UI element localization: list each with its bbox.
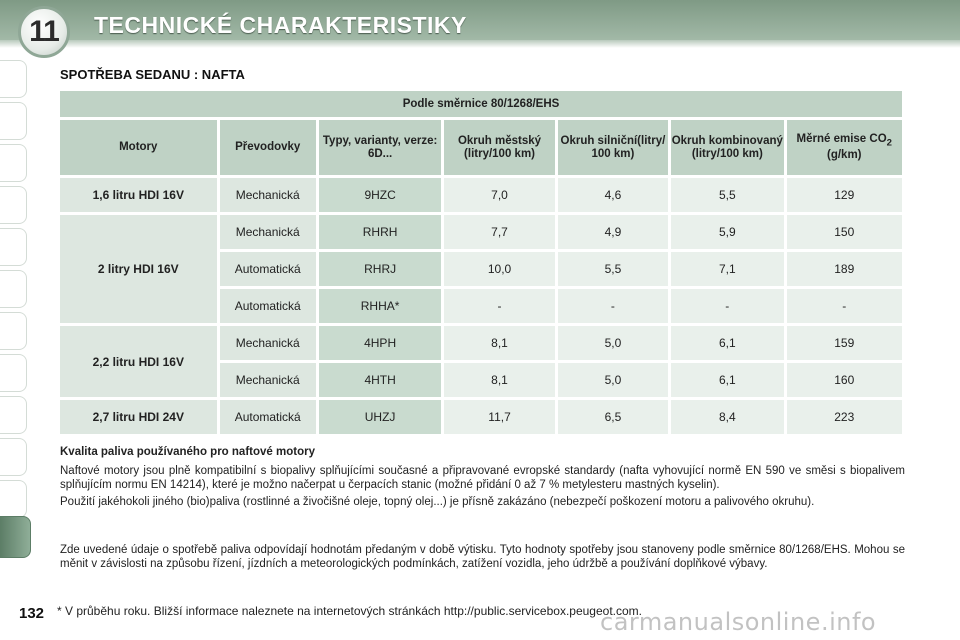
- gearbox-cell: Automatická: [220, 289, 316, 323]
- gearbox-cell: Mechanická: [220, 326, 316, 360]
- chapter-tab[interactable]: [0, 60, 27, 98]
- type-cell: UHZJ: [319, 400, 441, 434]
- chapter-tab[interactable]: [0, 186, 27, 224]
- combined-cell: 7,1: [671, 252, 783, 286]
- gearbox-cell: Automatická: [220, 400, 316, 434]
- column-header-gearbox: Převodovky: [220, 120, 316, 175]
- chapter-tab[interactable]: [0, 480, 27, 518]
- header-divider: [0, 40, 960, 48]
- fuel-quality-warning: Použití jakéhokoli jiného (bio)paliva (rostlinné a živočišné oleje, topný olej...) je přísně zakázáno (nebezpečí poškození motoru a palivového okruhu).: [60, 496, 815, 508]
- urban-cell: 7,7: [444, 215, 554, 249]
- combined-cell: 5,5: [671, 178, 783, 212]
- column-header-extra-urban: Okruh silniční(litry/ 100 km): [558, 120, 668, 175]
- extra-urban-cell: -: [558, 289, 668, 323]
- column-header-urban: Okruh městský (litry/100 km): [444, 120, 554, 175]
- chapter-tab[interactable]: [0, 438, 27, 476]
- gearbox-cell: Mechanická: [220, 363, 316, 397]
- extra-urban-cell: 6,5: [558, 400, 668, 434]
- type-cell: RHRJ: [319, 252, 441, 286]
- urban-cell: -: [444, 289, 554, 323]
- co2-cell: -: [787, 289, 903, 323]
- section-title: SPOTŘEBA SEDANU : NAFTA: [60, 67, 245, 82]
- co2-cell: 150: [787, 215, 903, 249]
- combined-cell: -: [671, 289, 783, 323]
- table-row: [60, 400, 902, 434]
- gearbox-cell: Automatická: [220, 252, 316, 286]
- co2-cell: 223: [787, 400, 903, 434]
- fuel-quality-section: [60, 445, 905, 509]
- type-cell: 9HZC: [319, 178, 441, 212]
- engine-cell: 1,6 litru HDI 16V: [60, 178, 217, 212]
- chapter-tab[interactable]: [0, 228, 27, 266]
- chapter-tab[interactable]: [0, 354, 27, 392]
- table-row: [60, 178, 902, 212]
- co2-cell: 160: [787, 363, 903, 397]
- chapter-title: TECHNICKÉ CHARAKTERISTIKY: [94, 12, 467, 38]
- column-header-combined: Okruh kombinovaný (litry/100 km): [671, 120, 783, 175]
- urban-cell: 8,1: [444, 363, 554, 397]
- type-cell: RHRH: [319, 215, 441, 249]
- consumption-table: [57, 88, 905, 437]
- chapter-tabs: [0, 60, 30, 620]
- chapter-tab[interactable]: [0, 144, 27, 182]
- footnote: * V průběhu roku. Bližší informace naleznete na internetových stránkách http://public.servicebox.peugeot.com.: [57, 604, 642, 618]
- combined-cell: 6,1: [671, 326, 783, 360]
- chapter-tab[interactable]: [0, 270, 27, 308]
- co2-cell: 159: [787, 326, 903, 360]
- co2-cell: 129: [787, 178, 903, 212]
- column-header-co2: [787, 120, 903, 175]
- engine-cell: 2,7 litru HDI 24V: [60, 400, 217, 434]
- table-row: [60, 215, 902, 249]
- extra-urban-cell: 5,0: [558, 363, 668, 397]
- column-header-type: Typy, varianty, verze: 6D...: [319, 120, 441, 175]
- chapter-number-badge: 11: [18, 6, 70, 58]
- combined-cell: 8,4: [671, 400, 783, 434]
- co2-label: Měrné emise CO: [796, 132, 887, 145]
- gearbox-cell: Mechanická: [220, 178, 316, 212]
- chapter-tab[interactable]: [0, 102, 27, 140]
- engine-cell: 2 litry HDI 16V: [60, 215, 217, 323]
- urban-cell: 10,0: [444, 252, 554, 286]
- page-number: 132: [19, 605, 45, 622]
- extra-urban-cell: 4,6: [558, 178, 668, 212]
- extra-urban-cell: 5,0: [558, 326, 668, 360]
- co2-subscript: 2: [886, 137, 892, 149]
- gearbox-cell: Mechanická: [220, 215, 316, 249]
- fuel-quality-paragraph: Naftové motory jsou plně kompatibilní s biopalivy splňujícími současné a připravované evropské standardy (nafta vyhovující normě EN 590 ve směsi s biopalivem splňujícím normu EN 14214), které je možno načerpat u čerpacích stanic (možné přidání 0 až 7 % metylesteru mastných kyselin).: [60, 465, 905, 491]
- consumption-note: Zde uvedené údaje o spotřebě paliva odpovídají hodnotám předaným v době výtisku. Tyto hodnoty spotřeby jsou stanoveny podle směrnice 80/1268/EHS. Mohou se měnit v závislosti na způsobu řízení, jízdních a meteorologických podmínkách, zatížení vozidla, jeho údržbě a používání doplňkové výbavy.: [60, 544, 905, 570]
- urban-cell: 7,0: [444, 178, 554, 212]
- combined-cell: 5,9: [671, 215, 783, 249]
- chapter-tab[interactable]: [0, 312, 27, 350]
- chapter-tab[interactable]: [0, 396, 27, 434]
- type-cell: RHHA*: [319, 289, 441, 323]
- chapter-tab-active[interactable]: [0, 516, 31, 558]
- co2-cell: 189: [787, 252, 903, 286]
- extra-urban-cell: 5,5: [558, 252, 668, 286]
- column-header-engine: Motory: [60, 120, 217, 175]
- combined-cell: 6,1: [671, 363, 783, 397]
- watermark: carmanualsonline.info: [600, 608, 877, 636]
- table-row: [60, 326, 902, 360]
- type-cell: 4HTH: [319, 363, 441, 397]
- engine-cell: 2,2 litru HDI 16V: [60, 326, 217, 397]
- fuel-quality-title: Kvalita paliva používaného pro naftové motory: [60, 446, 315, 458]
- urban-cell: 8,1: [444, 326, 554, 360]
- directive-header: Podle směrnice 80/1268/EHS: [60, 91, 902, 117]
- extra-urban-cell: 4,9: [558, 215, 668, 249]
- co2-unit: (g/km): [827, 149, 862, 162]
- urban-cell: 11,7: [444, 400, 554, 434]
- type-cell: 4HPH: [319, 326, 441, 360]
